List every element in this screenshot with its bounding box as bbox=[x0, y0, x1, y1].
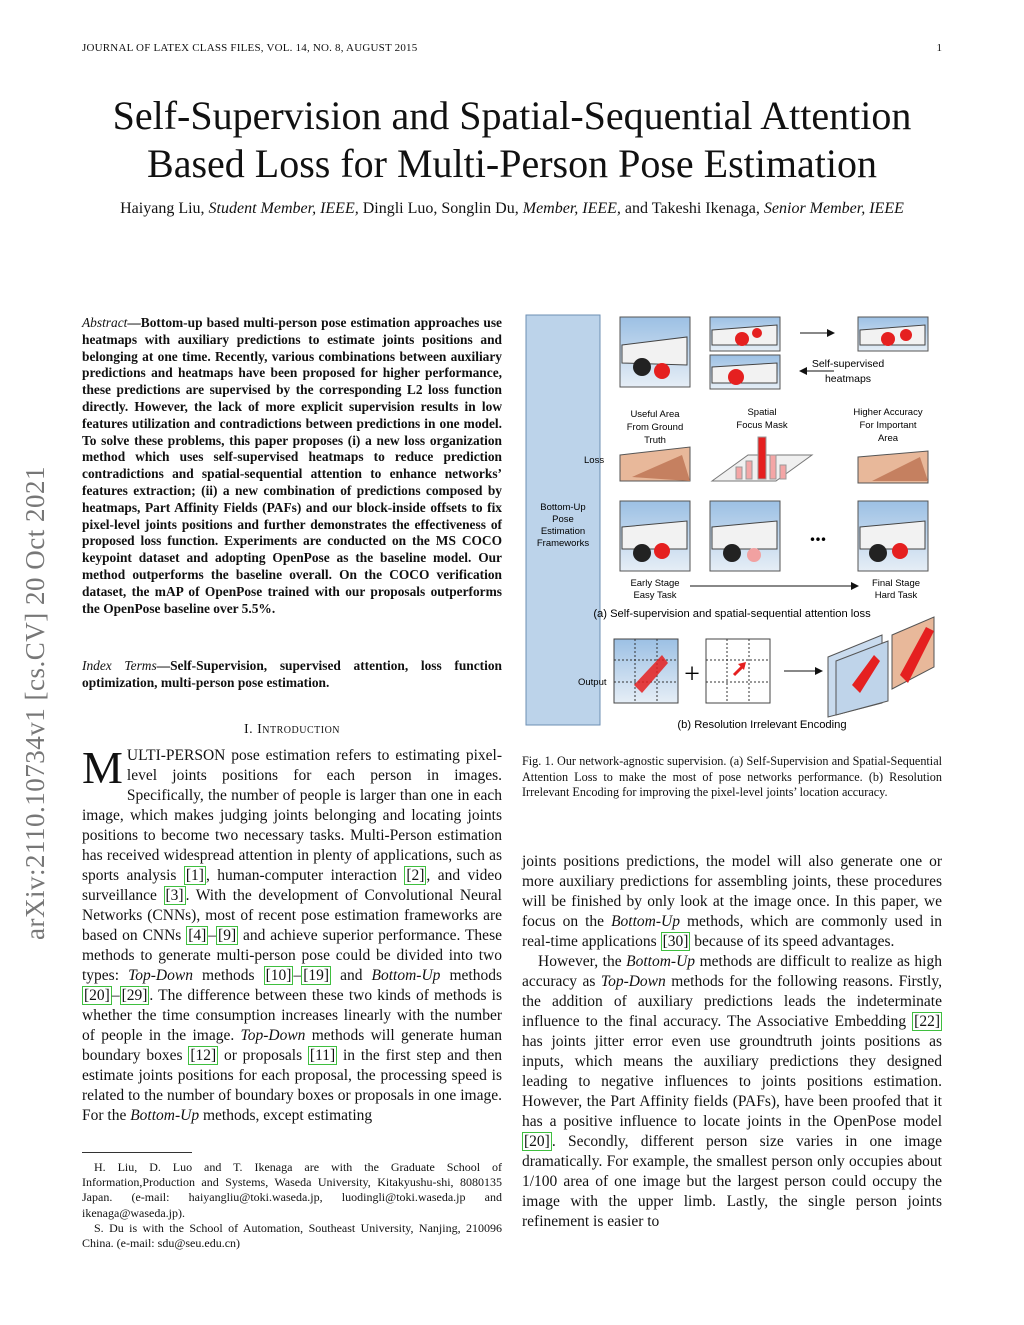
author-4: and Takeshi Ikenaga, bbox=[620, 200, 764, 217]
heatmaps-label: heatmaps bbox=[824, 373, 872, 385]
index-terms bbox=[82, 658, 502, 692]
ellipsis: ... bbox=[809, 521, 827, 546]
figure-1 bbox=[522, 305, 942, 735]
important-area-patch bbox=[858, 451, 928, 483]
text-run: – bbox=[111, 987, 120, 1004]
running-header: JOURNAL OF LATEX CLASS FILES, VOL. 14, NO. 8, AUGUST 2015 bbox=[82, 42, 418, 54]
paragraph bbox=[522, 952, 942, 1232]
term-bottom-up: Bottom-Up bbox=[626, 953, 696, 970]
hard-task-label: Hard Task bbox=[874, 590, 918, 601]
text-run: and achieve superior performance. These methods to generate multi-person pose could be divided into two types: bbox=[82, 927, 502, 984]
footnotes bbox=[82, 1160, 502, 1251]
figure-caption: Fig. 1. Our network-agnostic supervision. (a) Self-Supervision and Spatial-Sequential Attention Loss to make the most of pose networks performance. (b) Resolution Irrelevant Encoding for improving the pixel-level joints’ location accuracy. bbox=[522, 754, 942, 799]
footnote-2: S. Du is with the School of Automation, Southeast University, Nanjing, 210096 China. (e-mail: sdu@seu.edu.cn) bbox=[82, 1220, 502, 1251]
citation-link[interactable]: [4] bbox=[188, 927, 207, 944]
term-top-down: Top-Down bbox=[128, 967, 193, 984]
citation-link[interactable]: [1] bbox=[185, 867, 204, 884]
term-bottom-up: Bottom-Up bbox=[130, 1107, 200, 1124]
right-column-text bbox=[522, 852, 942, 1232]
spatial-focus-mask bbox=[712, 437, 812, 481]
text-run: methods bbox=[440, 967, 502, 984]
text-run: methods are difficult to realize as high accuracy as bbox=[522, 953, 942, 990]
self-supervised-label: Self-supervised bbox=[811, 358, 885, 370]
author-list bbox=[82, 198, 942, 220]
text-run: , human-computer interaction bbox=[205, 867, 405, 884]
abstract bbox=[82, 315, 502, 617]
text-run: has joints jitter error even use groundtruth joints positions as inputs, which means the auxiliary predictions they designed leading to negative influences to joints positions estimation. However, the Part Affinity fields (PAFs), have been proofed that it has a positive influence to locate joints in the OpenPose model bbox=[522, 1033, 942, 1130]
useful-area-1: Useful Area bbox=[630, 409, 680, 420]
citation-link[interactable]: [3] bbox=[165, 887, 184, 904]
text-run: pose estimation refers to estimating pixel-level joints positions for each person in images. Specifically, the number of people is larger than one in each image, which makes judging joints belonging and locating joints positions to become two necessary tasks. Multi-Person estimation has received widespread attention in plenty of applications, such as sports analysis bbox=[82, 747, 502, 884]
title-line-1: Self-Supervision and Spatial-Sequential Attention bbox=[112, 93, 912, 138]
text-run: methods, which are commonly used in real-time applications bbox=[522, 913, 943, 950]
author-4-role: Senior Member, IEEE bbox=[763, 200, 904, 217]
term-top-down: Top-Down bbox=[600, 973, 666, 990]
text-run: methods will generate human boundary boxes bbox=[82, 1027, 502, 1064]
encoding-layers bbox=[828, 617, 934, 717]
citation-link[interactable]: [20] bbox=[84, 987, 110, 1004]
frameworks-label-4: Frameworks bbox=[536, 538, 590, 549]
text-run: . With the development of Convolutional Neural Networks (CNNs), most of recent pose estimation frameworks are based on CNNs bbox=[82, 887, 502, 944]
text-run: methods, except estimating bbox=[199, 1107, 373, 1124]
text-run: because of its speed advantages. bbox=[690, 933, 895, 950]
term-top-down: Top-Down bbox=[240, 1027, 306, 1044]
heatmap-thumb-3 bbox=[858, 317, 928, 351]
citation-link[interactable]: [20] bbox=[524, 1133, 550, 1150]
footnote-1: H. Liu, D. Luo and T. Ikenaga are with the Graduate School of Information,Production and Systems, Waseda University, Kitakyushu-shi, 8080135 Japan. (e-mail: haiyangliu@toki.waseda.jp, luodingli@toki.waseda.jp and ikenaga@waseda.jp). bbox=[82, 1160, 502, 1220]
citation-link[interactable]: [11] bbox=[309, 1047, 336, 1064]
stage-photo-middle bbox=[710, 501, 780, 571]
final-stage-label: Final Stage bbox=[871, 578, 921, 589]
text-run: methods bbox=[192, 967, 264, 984]
footnote-rule bbox=[82, 1152, 192, 1153]
plus-sign: + bbox=[684, 659, 700, 690]
text-run: . The difference between these two kinds of methods is whether the time consumption increases linearly with the number of people in the image. bbox=[82, 987, 502, 1044]
early-stage-label: Early Stage bbox=[630, 578, 680, 589]
encoding-grid-2 bbox=[706, 639, 770, 703]
title-line-2: Based Loss for Multi-Person Pose Estimation bbox=[147, 141, 877, 186]
frameworks-label-3: Estimation bbox=[540, 526, 586, 537]
text-run: joints positions predictions, the model will also generate one or more auxiliary predictions for assembling joints, these procedures will be finished by only look at the image once. In this paper, we focus on the bbox=[522, 853, 942, 930]
author-3-role: Member, IEEE, bbox=[522, 200, 621, 217]
citation-link[interactable]: [9] bbox=[218, 927, 237, 944]
easy-task-label: Easy Task bbox=[633, 590, 677, 601]
text-run: or proposals bbox=[218, 1047, 308, 1064]
frameworks-label-1: Bottom-Up bbox=[540, 502, 586, 513]
stage-photo-final bbox=[858, 501, 928, 571]
useful-area-3: Truth bbox=[644, 435, 666, 446]
section-heading: I. Introduction bbox=[243, 722, 341, 737]
frameworks-label-2: Pose bbox=[552, 514, 574, 525]
abstract-text: —Bottom-up based multi-person pose estimation approaches use heatmaps with auxiliary predictions to estimate joints positions and belonging at one time. Recently, various combinations between auxiliary predictions and heatmaps have been proposed for higher performance, these predictions are supervised by the corresponding L2 loss function directly. However, the lack of more explicit supervision results in low features utilization and contradictions between predictions in one model. To solve these problems, this paper proposes (i) a new loss organization method which uses self-supervised heatmaps to reduce prediction contradictions and spatial-sequential attention to enhance networks’ features extraction; (ii) a new combination of predictions composed by heatmaps, Part Affinity Fields (PAFs) and our block-inside offsets to fix pixel-level joints positions and further demonstrates the effectiveness of proposed loss function. Experiments are conducted on the MS COCO keypoint dataset and adopting OpenPose as the baseline model. Our method outperforms the baseline overall. On the COCO verification dataset, the mAP of OpenPose trained with our proposals outperforms the OpenPose baseline over 5.5%. bbox=[82, 315, 502, 616]
accuracy-label-2: For Important bbox=[859, 420, 917, 431]
author-1: Haiyang Liu, bbox=[120, 200, 209, 217]
text-run: – bbox=[293, 967, 302, 984]
heatmap-thumb-1 bbox=[710, 317, 780, 351]
citation-link[interactable]: [29] bbox=[121, 987, 148, 1004]
stage-photo-early bbox=[620, 501, 690, 571]
person-photo-main bbox=[620, 317, 690, 387]
spatial-label-2: Focus Mask bbox=[736, 420, 788, 431]
spatial-label-1: Spatial bbox=[747, 407, 777, 418]
citation-link[interactable]: [2] bbox=[406, 867, 425, 884]
heatmap-thumb-2 bbox=[710, 355, 780, 389]
index-terms-lead: Index Terms bbox=[82, 658, 157, 673]
term-bottom-up: Bottom-Up bbox=[611, 913, 680, 930]
citation-link[interactable]: [10] bbox=[265, 967, 292, 984]
author-1-role: Student Member, IEEE, bbox=[208, 200, 359, 217]
citation-link[interactable]: [19] bbox=[303, 967, 330, 984]
index-terms-text: —Self-Supervision, supervised attention, loss function optimization, multi-person pose estimation. bbox=[82, 658, 502, 690]
loss-label: Loss bbox=[584, 455, 605, 466]
paper-title bbox=[60, 92, 964, 188]
accuracy-label-3: Area bbox=[877, 433, 899, 444]
arxiv-stamp: arXiv:2110.10734v1 [cs.CV] 20 Oct 2021 bbox=[20, 466, 50, 940]
page-number: 1 bbox=[936, 42, 942, 54]
text-run: , and video surveillance bbox=[82, 867, 502, 904]
drop-cap: M bbox=[82, 742, 123, 793]
text-run: methods for the following reasons. Firstly, the addition of auxiliary predictions leads the indeterminate influence to the final accuracy. The Associative Embedding bbox=[522, 973, 942, 1030]
text-run: in the first step and then estimate joints positions for each proposal, the processing speed is related to the number of boundary boxes or proposals in one image. For the bbox=[82, 1047, 502, 1124]
output-label: Output bbox=[578, 677, 607, 688]
text-run: However, the bbox=[538, 953, 627, 970]
abstract-lead: Abstract bbox=[82, 315, 128, 330]
citation-link[interactable]: [22] bbox=[914, 1013, 940, 1030]
caption-b: (b) Resolution Irrelevant Encoding bbox=[677, 719, 847, 731]
citation-link[interactable]: [12] bbox=[190, 1047, 217, 1064]
text-run: and bbox=[331, 967, 372, 984]
useful-area-2: From Ground bbox=[626, 422, 684, 433]
intro-paragraph bbox=[82, 742, 502, 1126]
paragraph bbox=[522, 852, 942, 952]
useful-area-patch bbox=[620, 447, 690, 481]
accuracy-label-1: Higher Accuracy bbox=[853, 407, 923, 418]
text-run: – bbox=[208, 927, 217, 944]
term-bottom-up: Bottom-Up bbox=[371, 967, 441, 984]
smallcaps-lead: ULTI-PERSON bbox=[126, 747, 226, 764]
citation-link[interactable]: [30] bbox=[662, 933, 689, 950]
figure-1-diagram bbox=[522, 305, 942, 735]
author-2-3: Dingli Luo, Songlin Du, bbox=[358, 200, 523, 217]
text-run: . Secondly, different person size varies in one image dramatically. For example, the smallest person only occupies about 1/100 area of one image but the largest person could occupy the image with the upper limb. Lastly, the single person joints refinement is easier to bbox=[522, 1133, 942, 1230]
caption-a: (a) Self-supervision and spatial-sequential attention loss bbox=[593, 608, 871, 620]
encoding-grid-1 bbox=[614, 639, 678, 703]
